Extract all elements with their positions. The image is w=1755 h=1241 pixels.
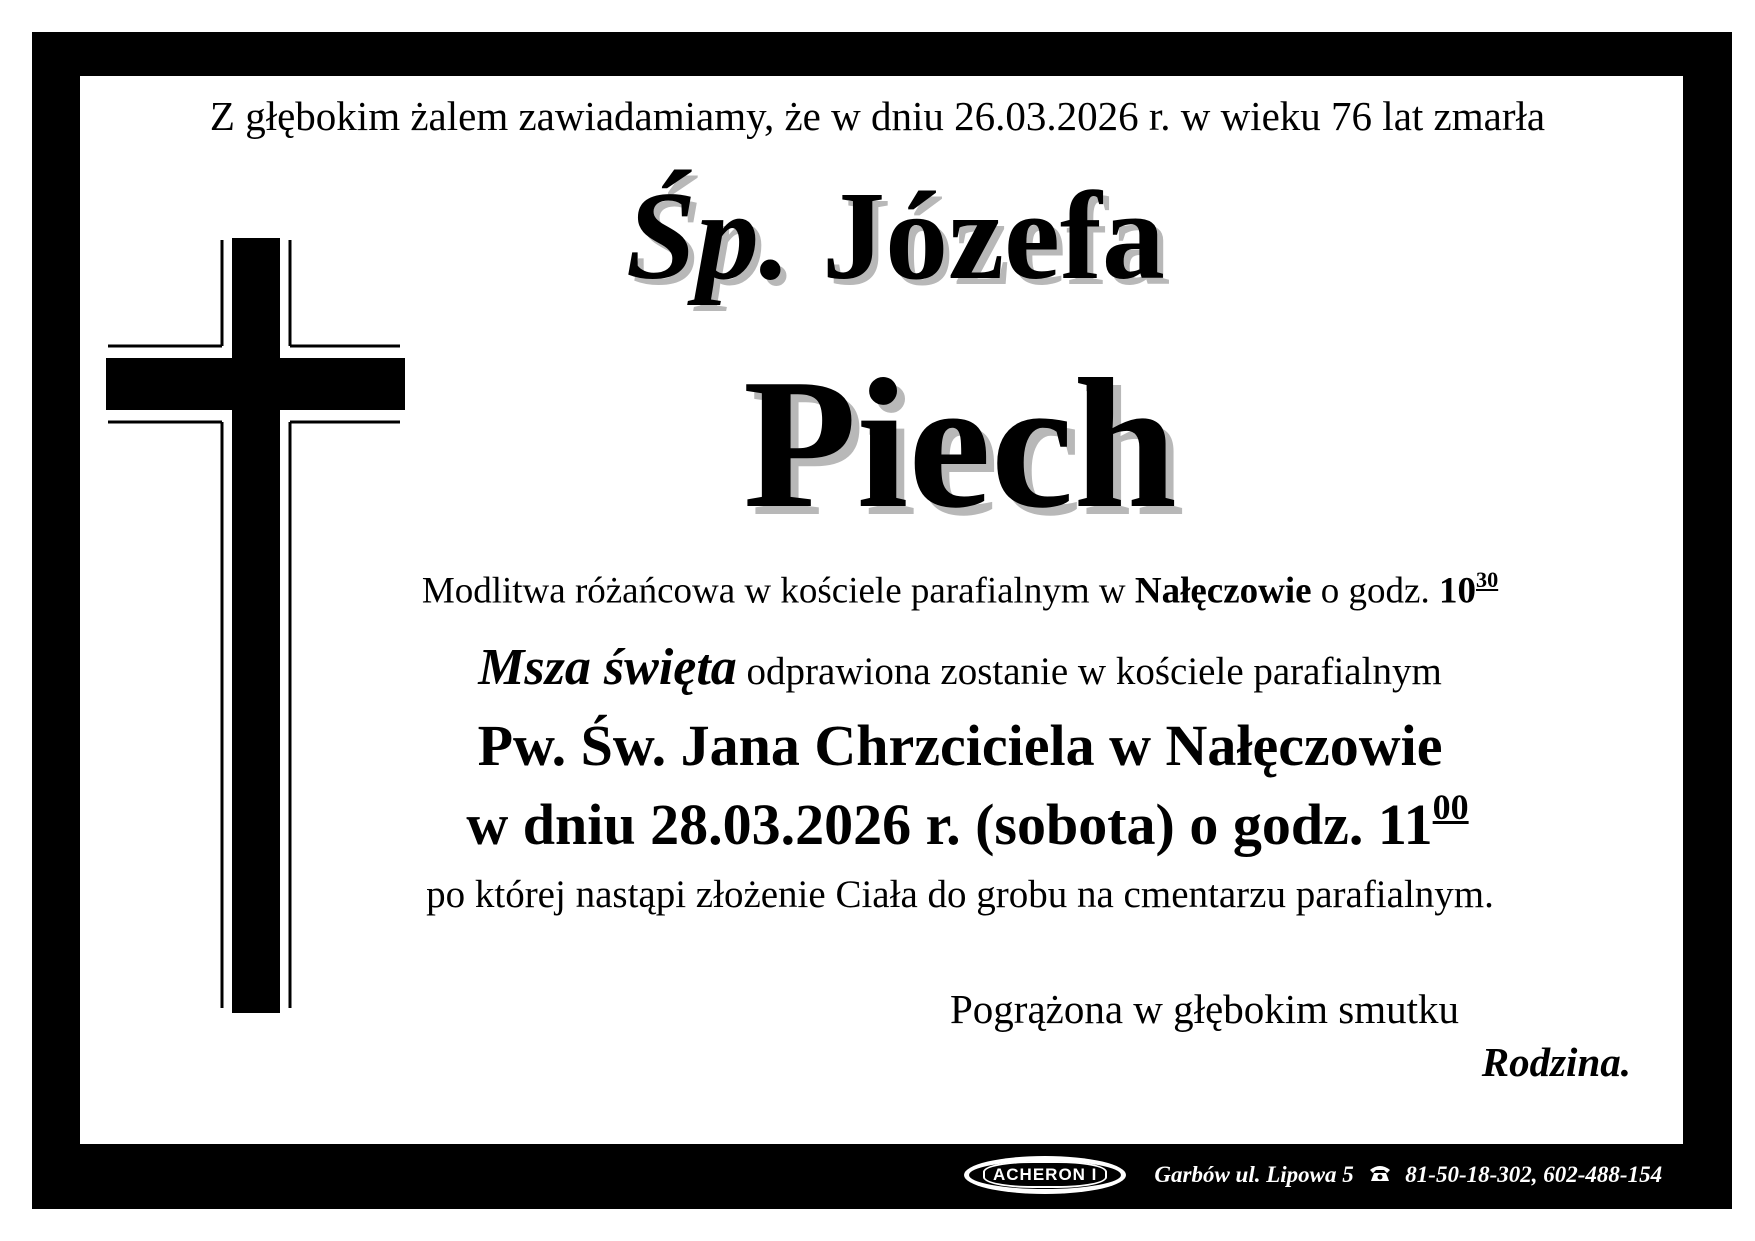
funeral-home-logo — [966, 1158, 1124, 1192]
logo-text: ACHERON I — [983, 1161, 1107, 1188]
mass-minute: 00 — [1432, 787, 1469, 827]
mass-date-text: w dniu 28.03.2026 r. (sobota) o godz. — [466, 792, 1378, 858]
family-signature: Rodzina. — [1481, 1039, 1631, 1085]
rosary-time-label: o godz. — [1311, 570, 1439, 612]
first-name: Józefa — [822, 167, 1165, 306]
mass-date — [0, 786, 1755, 858]
intro-text: Z głębokim żalem zawiadamiamy, że w dniu 26.03.2026 r. w wieku 76 lat zmarła — [209, 93, 1546, 139]
mass-text: odprawiona zostanie w kościele parafialnym — [736, 650, 1442, 693]
mass-hour: 11 — [1377, 792, 1433, 858]
footer-contact — [1154, 1162, 1662, 1188]
mourning-text: Pogrążona w głębokim smutku — [950, 986, 1460, 1032]
honorific-prefix: Śp. — [626, 167, 791, 306]
burial-info: po której nastąpi złożenie Ciała do grobu na cmentarzu parafialnym. — [426, 873, 1494, 916]
footer-phones: 81-50-18-302, 602-488-154 — [1405, 1162, 1663, 1187]
surname: Piech — [743, 341, 1177, 547]
rosary-minute: 30 — [1475, 567, 1499, 592]
rosary-text: Modlitwa różańcowa w kościele parafialnym w — [421, 570, 1135, 612]
rosary-info — [0, 567, 1755, 613]
mass-info — [0, 638, 1755, 697]
footer — [966, 1150, 1662, 1200]
rosary-hour: 10 — [1438, 570, 1476, 612]
footer-address: Garbów ul. Lipowa 5 — [1154, 1162, 1354, 1187]
rosary-place: Nałęczowie — [1134, 570, 1312, 612]
deceased-first-name-line — [626, 168, 1165, 307]
telephone-icon — [1368, 1162, 1392, 1188]
mass-lead: Msza święta — [478, 639, 737, 696]
church-name: Pw. Św. Jana Chrzciciela w Nałęczowie — [477, 713, 1443, 778]
